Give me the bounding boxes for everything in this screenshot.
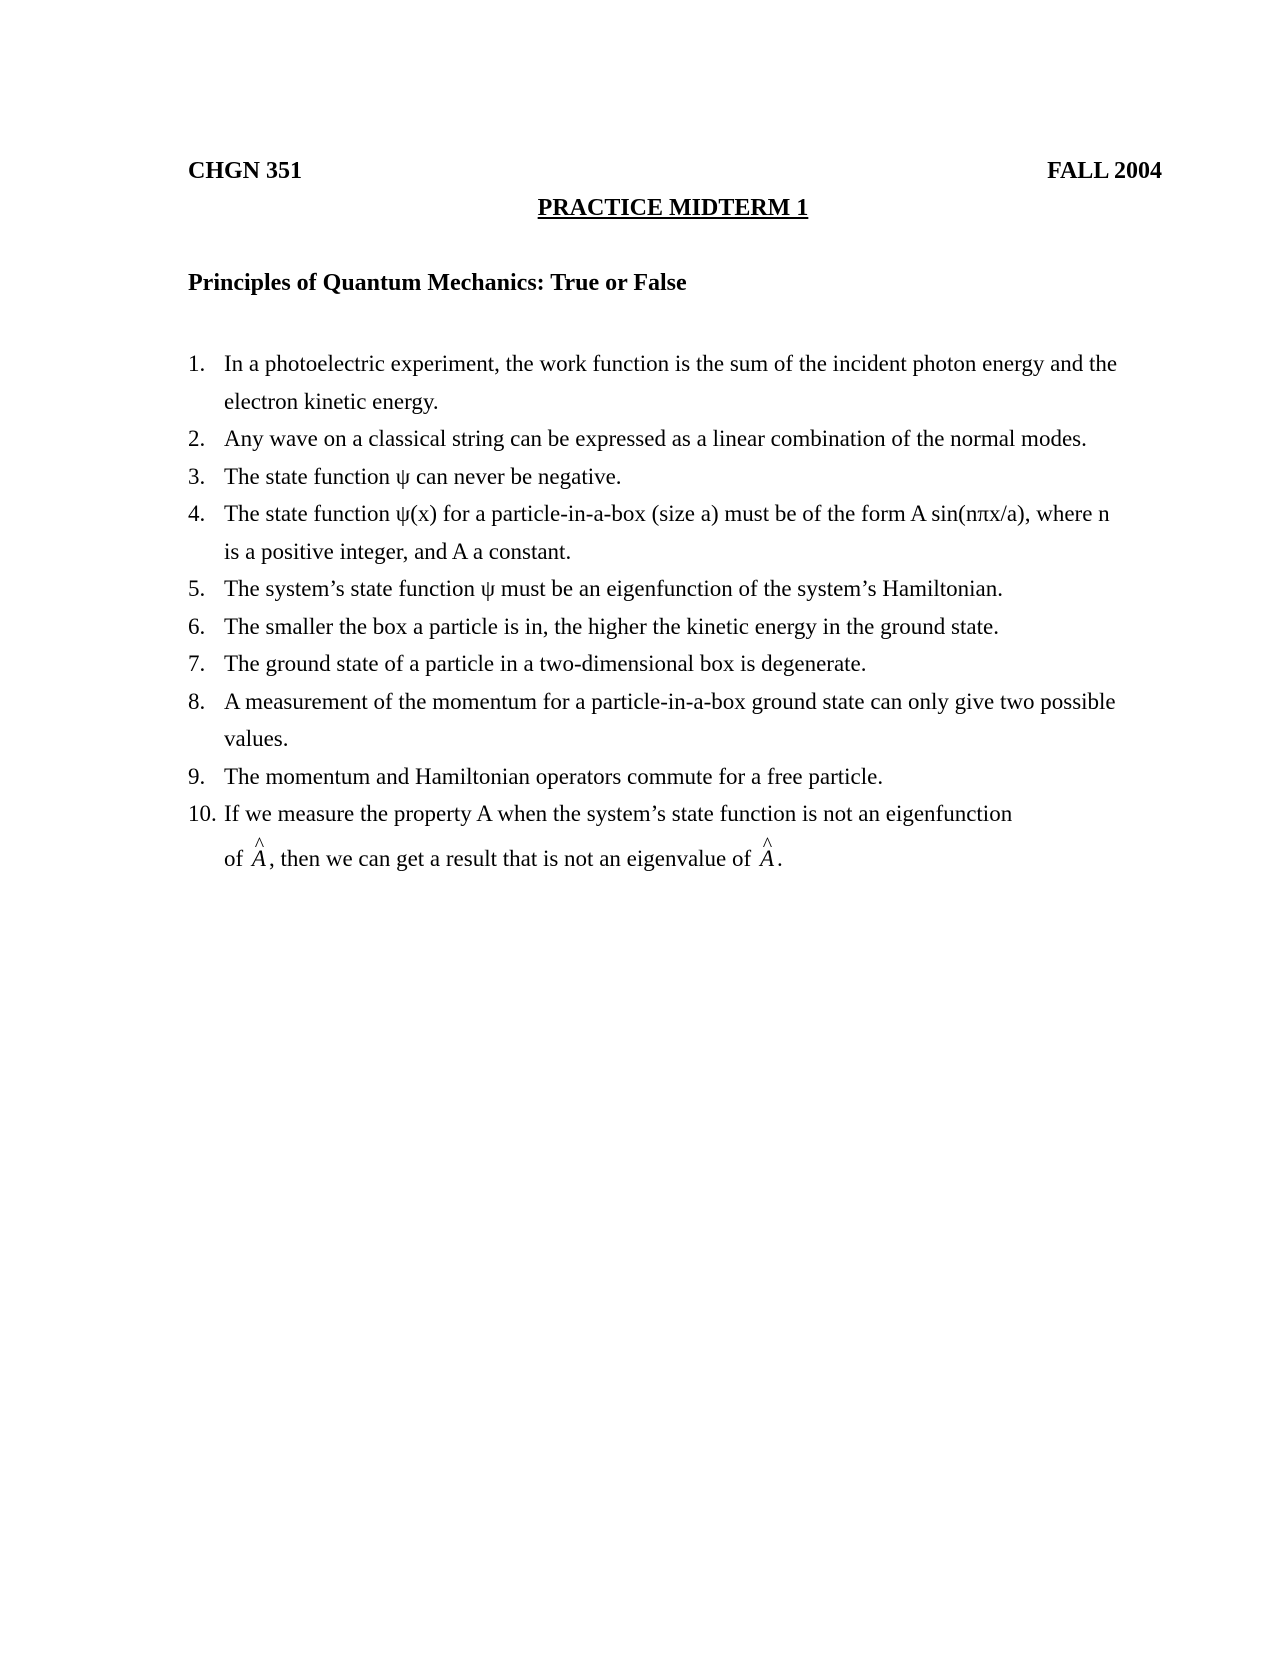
question-item	[188, 795, 1118, 883]
header-row	[188, 158, 1162, 188]
question-text: The smaller the box a particle is in, the higher the kinetic energy in the ground state.	[224, 613, 999, 639]
question-item	[188, 458, 1118, 496]
question-text-end: .	[777, 845, 783, 871]
question-item	[188, 345, 1118, 420]
question-text-line1: If we measure the property A when the system’s state function is not an eigenfunction	[224, 801, 1013, 826]
question-number: 2.	[188, 426, 206, 451]
question-number: 5.	[188, 576, 206, 601]
question-text: The momentum and Hamiltonian operators commute for a free particle.	[224, 763, 884, 789]
section-heading: Principles of Quantum Mechanics: True or False	[188, 270, 687, 296]
question-number: 6.	[188, 613, 206, 639]
question-number: 1.	[188, 351, 206, 376]
question-text: The system’s state function ψ must be an eigenfunction of the system’s Hamiltonian.	[224, 576, 1004, 601]
question-text-line2	[224, 835, 783, 883]
question-text: Any wave on a classical string can be expressed as a linear combination of the normal modes.	[224, 426, 1087, 451]
question-item	[188, 683, 1118, 758]
question-number: 9.	[188, 763, 206, 789]
term-label: FALL 2004	[1047, 158, 1162, 184]
question-text: The state function ψ can never be negative.	[224, 463, 622, 489]
question-number: 10.	[188, 801, 217, 826]
question-item	[188, 420, 1118, 458]
operator-a-hat-symbol: ^ A	[757, 835, 777, 883]
question-item	[188, 570, 1118, 608]
question-text-part: , then we can get a result that is not an eigenvalue of	[268, 845, 752, 871]
question-item	[188, 495, 1118, 570]
question-item	[188, 645, 1118, 683]
question-text-part: of	[224, 845, 244, 871]
question-text: The state function ψ(x) for a particle-in-a-box (size a) must be of the form A sin(nπx/a), where n is a positive integer, and A a constant.	[224, 501, 1110, 564]
question-text: A measurement of the momentum for a particle-in-a-box ground state can only give two possible values.	[224, 688, 1116, 751]
question-item	[188, 608, 1118, 646]
question-number: 8.	[188, 688, 206, 714]
question-list	[188, 345, 1118, 883]
question-item	[188, 758, 1118, 796]
exam-title: PRACTICE MIDTERM 1	[537, 195, 809, 221]
question-number: 3.	[188, 463, 206, 489]
course-code: CHGN 351	[188, 158, 302, 184]
question-text: In a photoelectric experiment, the work function is the sum of the incident photon energy and the electron kinetic energy.	[224, 351, 1118, 414]
question-number: 4.	[188, 501, 206, 526]
question-number: 7.	[188, 651, 206, 676]
operator-a-hat-symbol: ^ A	[249, 835, 269, 883]
question-text: The ground state of a particle in a two-dimensional box is degenerate.	[224, 651, 867, 676]
